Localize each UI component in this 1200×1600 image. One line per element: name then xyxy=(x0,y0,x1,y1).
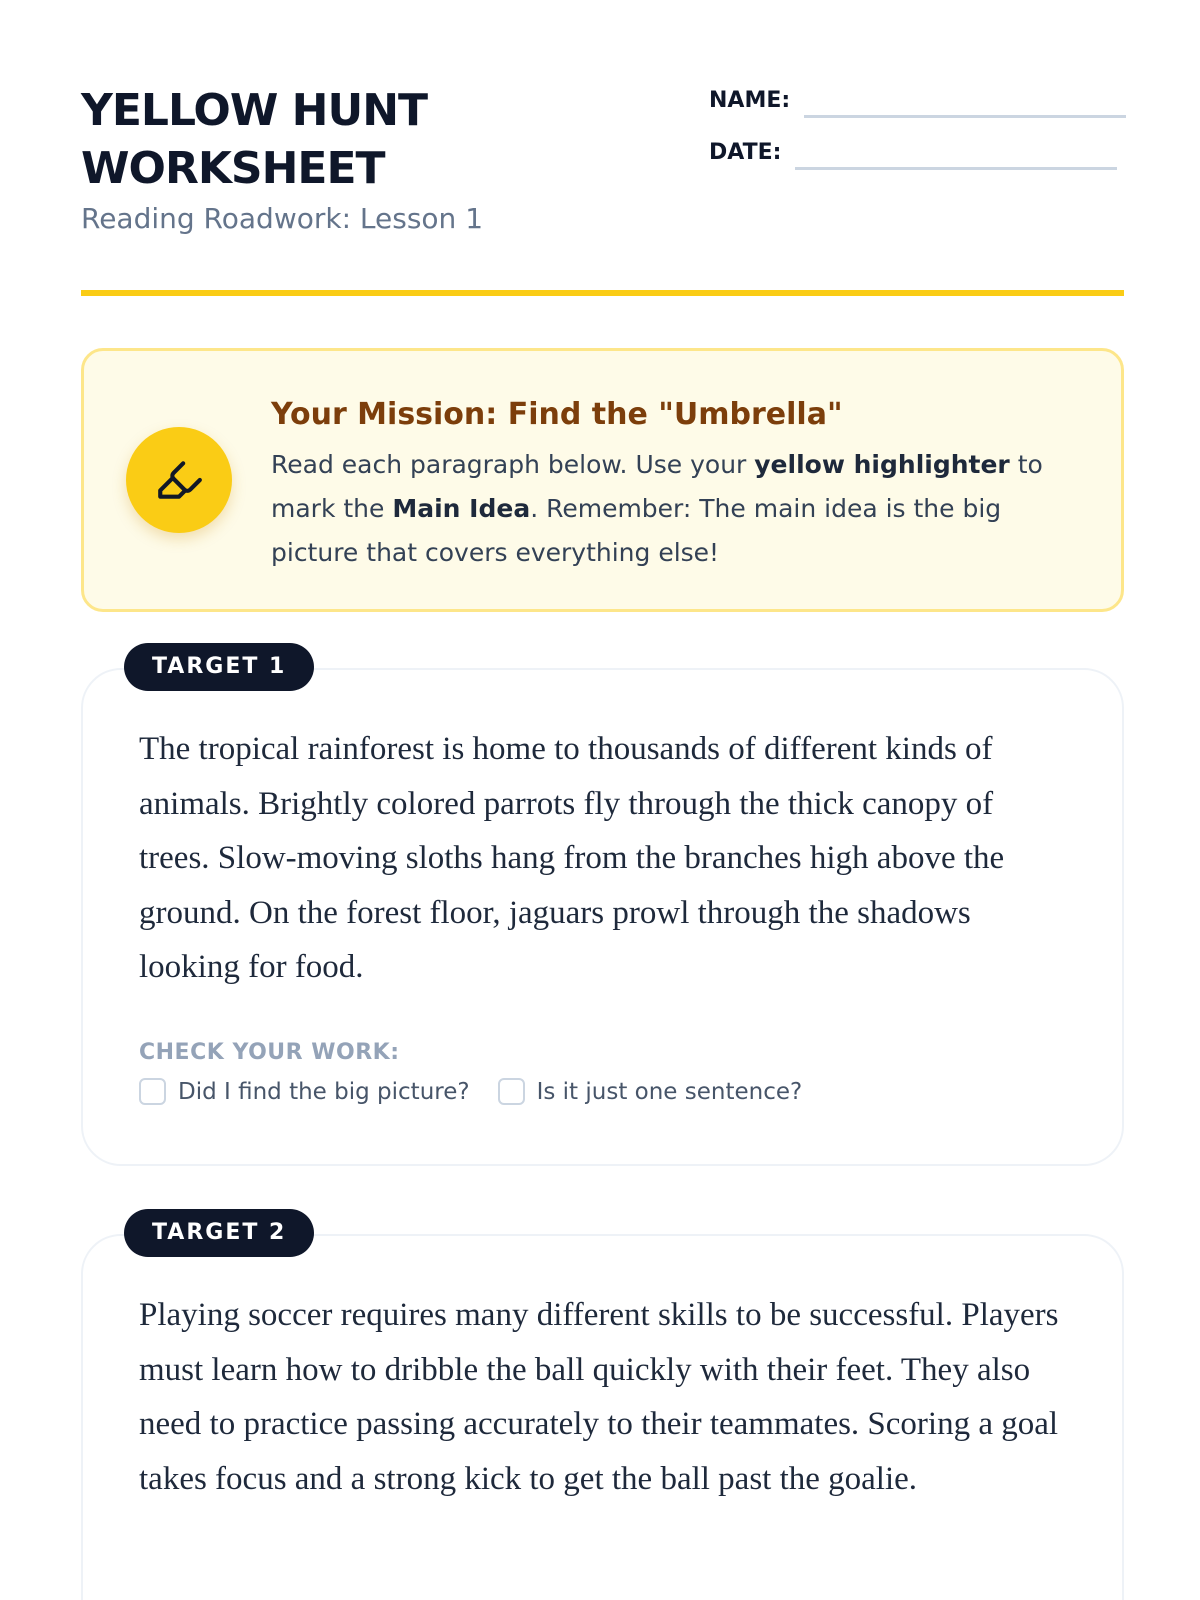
checkbox[interactable] xyxy=(498,1078,525,1105)
name-field-row xyxy=(709,90,1126,112)
checkbox[interactable] xyxy=(139,1078,166,1105)
name-line[interactable] xyxy=(804,115,1126,118)
passage-text[interactable]: The tropical rainforest is home to thousands of different kinds of animals. Brightly colored parrots fly through the thick canopy of trees. Slow-moving sloths hang from the branches high above the ground. On the forest floor, jaguars prowl through the shadows looking for food. xyxy=(139,731,1005,985)
checkbox-label: Is it just one sentence? xyxy=(536,1078,803,1105)
highlighter-icon xyxy=(126,427,232,533)
date-line[interactable] xyxy=(795,167,1117,170)
worksheet-subtitle: Reading Roadwork: Lesson 1 xyxy=(81,202,484,235)
target-card-1 xyxy=(81,668,1124,1166)
name-label: NAME: xyxy=(709,88,791,113)
mission-box xyxy=(81,348,1124,612)
target-badge-1: TARGET 1 xyxy=(124,643,314,691)
target-card-2 xyxy=(81,1234,1124,1600)
checklist xyxy=(139,1078,830,1105)
date-field-row xyxy=(709,142,1117,164)
checklist-item[interactable] xyxy=(139,1078,470,1105)
checklist-item[interactable] xyxy=(498,1078,803,1105)
mission-instructions: Read each paragraph below. Use your yellow highlighter to mark the Main Idea. Remember: The main idea is the big picture that covers everything else! xyxy=(271,450,1043,567)
worksheet-title: YELLOW HUNT WORKSHEET xyxy=(81,85,428,194)
target-badge-2: TARGET 2 xyxy=(124,1209,314,1257)
check-your-work-heading: CHECK YOUR WORK: xyxy=(139,1040,400,1065)
checkbox-label: Did I find the big picture? xyxy=(178,1078,470,1105)
mission-title: Your Mission: Find the "Umbrella" xyxy=(271,397,843,432)
date-label: DATE: xyxy=(709,140,782,165)
passage-text[interactable]: Playing soccer requires many different skills to be successful. Players must learn how to dribble the ball quickly with their feet. They also need to practice passing accurately to their teammates. Scoring a goal takes focus and a strong kick to get the ball past the goalie. xyxy=(139,1297,1059,1497)
worksheet-header xyxy=(81,78,1124,296)
